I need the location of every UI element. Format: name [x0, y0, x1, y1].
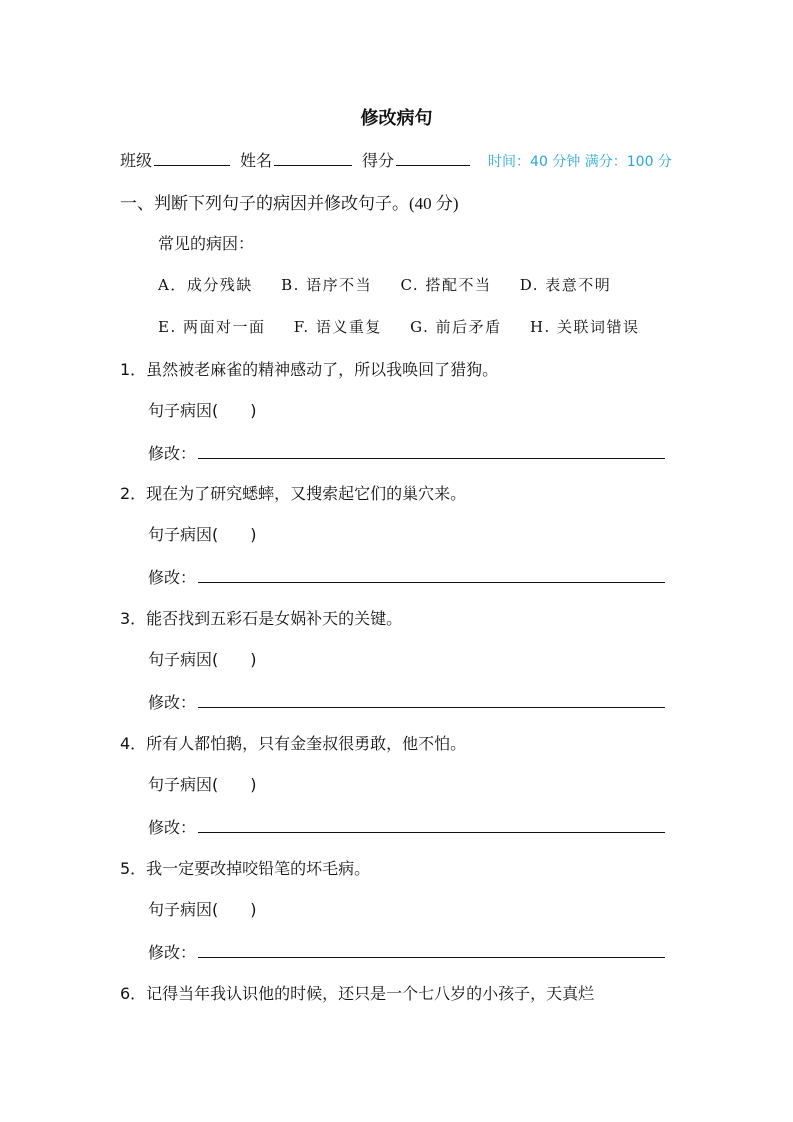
question-1-reason[interactable]: 句子病因( )	[148, 401, 257, 420]
score-label: 得分	[362, 151, 395, 170]
question-2-revise	[148, 564, 665, 588]
section-score: (40 分)	[409, 194, 459, 213]
option-e: E. 两面对一面	[158, 318, 266, 336]
question-5-answer-line[interactable]	[198, 939, 665, 958]
class-blank[interactable]	[154, 149, 230, 166]
question-3-answer-line[interactable]	[198, 689, 665, 708]
question-4-revise	[148, 814, 665, 838]
time-score-meta: 时间：40 分钟 满分：100 分	[488, 154, 672, 170]
option-h: H. 关联词错误	[529, 318, 640, 336]
question-6: 6．记得当年我认识他的时候，还只是一个七八岁的小孩子，天真烂	[120, 984, 595, 1003]
question-3-revise-label: 修改：	[148, 693, 197, 712]
question-3: 3．能否找到五彩石是女娲补天的关键。	[120, 609, 403, 628]
question-1-revise	[148, 440, 665, 464]
question-5-reason[interactable]: 句子病因( )	[148, 900, 257, 919]
question-5-revise-label: 修改：	[148, 943, 197, 962]
name-field	[240, 148, 352, 171]
causes-options-row-2	[158, 316, 662, 337]
name-label: 姓名	[240, 151, 273, 170]
option-g: G. 前后矛盾	[410, 318, 502, 336]
class-label: 班级	[120, 151, 153, 170]
option-b: B. 语序不当	[281, 276, 373, 294]
score-blank[interactable]	[396, 149, 470, 166]
causes-options-row-1	[158, 274, 633, 295]
class-field	[120, 148, 230, 171]
question-2: 2．现在为了研究蟋蟀，又搜索起它们的巢穴来。	[120, 484, 467, 503]
option-f: F. 语义重复	[293, 318, 382, 336]
question-1-answer-line[interactable]	[198, 440, 665, 459]
question-2-answer-line[interactable]	[198, 564, 665, 583]
option-a: A．成分残缺	[158, 276, 253, 294]
student-info-row	[120, 148, 672, 171]
question-3-reason[interactable]: 句子病因( )	[148, 650, 257, 669]
question-4-reason[interactable]: 句子病因( )	[148, 775, 257, 794]
common-causes-label: 常见的病因：	[158, 234, 255, 253]
option-c: C. 搭配不当	[400, 276, 492, 294]
question-3-revise	[148, 689, 665, 713]
question-5-revise	[148, 939, 665, 963]
question-4-revise-label: 修改：	[148, 818, 197, 837]
score-field	[362, 148, 470, 171]
question-4: 4．所有人都怕鹅，只有金奎叔很勇敢，他不怕。	[120, 734, 467, 753]
question-1-revise-label: 修改：	[148, 444, 197, 463]
question-5: 5．我一定要改掉咬铅笔的坏毛病。	[120, 859, 371, 878]
name-blank[interactable]	[274, 149, 352, 166]
question-1: 1．虽然被老麻雀的精神感动了，所以我唤回了猎狗。	[120, 360, 499, 379]
section-heading-text: 一、判断下列句子的病因并修改句子。	[120, 194, 409, 214]
section-heading	[120, 189, 459, 214]
question-4-answer-line[interactable]	[198, 814, 665, 833]
option-d: D. 表意不明	[519, 276, 612, 294]
question-2-reason[interactable]: 句子病因( )	[148, 525, 257, 544]
page-title: 修改病句	[360, 108, 433, 129]
question-2-revise-label: 修改：	[148, 568, 197, 587]
